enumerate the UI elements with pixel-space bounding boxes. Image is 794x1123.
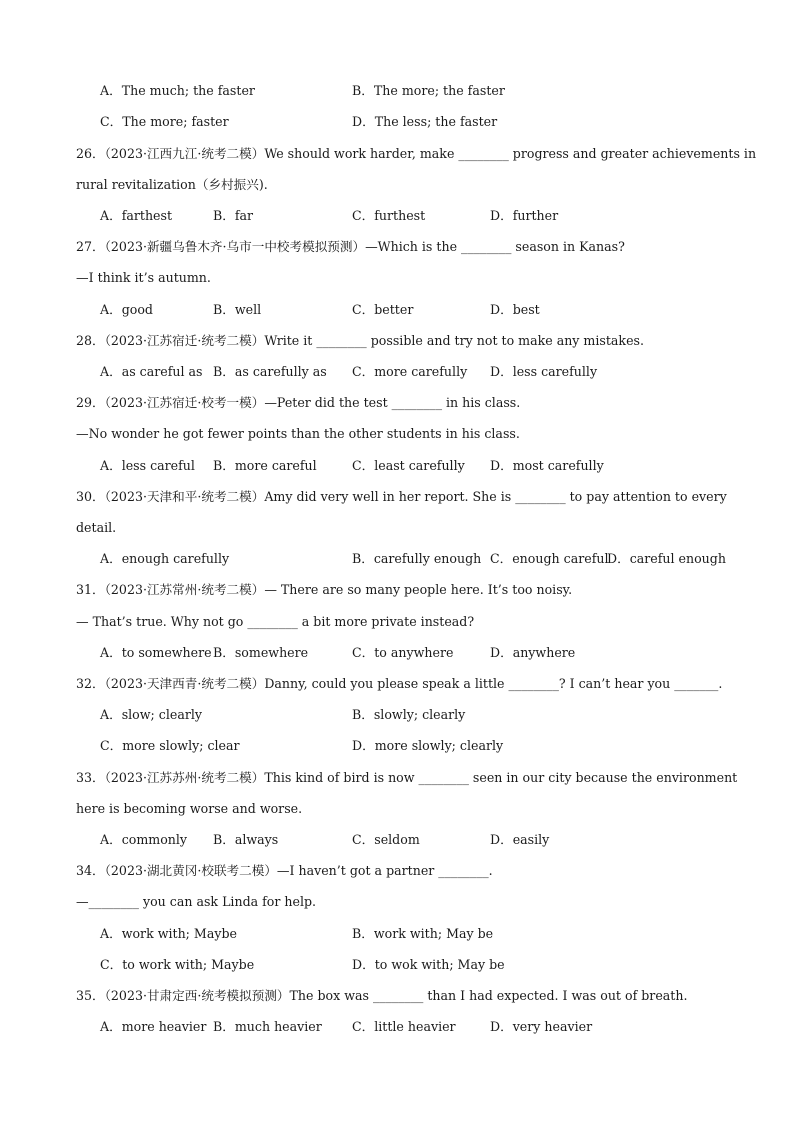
q30-option-d: D．careful enough (607, 551, 726, 566)
q25-option-b: B．The more; the faster (352, 83, 505, 98)
q34-stem: 34．（2023·湖北黄冈·校联考二模）—I haven’t got a partner ________. (76, 863, 493, 878)
q29-option-d: D．most carefully (490, 458, 604, 473)
q28-stem: 28．（2023·江苏宿迁·统考二模）Write it ________ possible and try not to make any mistakes. (76, 333, 644, 348)
q31-option-c: C．to anywhere (352, 645, 454, 660)
q29-stem-cont: —No wonder he got fewer points than the other students in his class. (76, 426, 520, 441)
q27-option-c: C．better (352, 302, 414, 317)
q29-option-b: B．more careful (213, 458, 317, 473)
q28-option-b: B．as carefully as (213, 364, 327, 379)
q34-option-a: A．work with; Maybe (100, 926, 237, 941)
q32-option-a: A．slow; clearly (100, 707, 202, 722)
q25-option-d: D．The less; the faster (352, 114, 498, 129)
q26-option-c: C．furthest (352, 208, 426, 223)
q33-option-b: B．always (213, 832, 279, 847)
q29-option-c: C．least carefully (352, 458, 465, 473)
q30-option-a: A．enough carefully (100, 551, 230, 566)
q33-option-a: A．commonly (100, 832, 188, 847)
q31-stem: 31．（2023·江苏常州·统考二模）— There are so many people here. It’s too noisy. (76, 582, 573, 597)
q31-option-a: A．to somewhere (100, 645, 212, 660)
q27-option-d: D．best (490, 302, 540, 317)
q32-option-d: D．more slowly; clearly (352, 738, 504, 753)
q35-option-c: C．little heavier (352, 1019, 456, 1034)
q34-stem-cont: —________ you can ask Linda for help. (76, 894, 317, 909)
q33-option-d: D．easily (490, 832, 550, 847)
q27-stem: 27．（2023·新疆乌鲁木齐·乌市一中校考模拟预测）—Which is the ________ season in Kanas? (76, 239, 625, 254)
q33-option-c: C．seldom (352, 832, 420, 847)
q30-option-b: B．carefully enough (352, 551, 482, 566)
q26-option-d: D．further (490, 208, 559, 223)
q28-option-a: A．as careful as (100, 364, 203, 379)
q33-stem-cont: here is becoming worse and worse. (76, 801, 303, 816)
q35-option-d: D．very heavier (490, 1019, 593, 1034)
q34-option-b: B．work with; May be (352, 926, 494, 941)
q29-option-a: A．less careful (100, 458, 195, 473)
q29-stem: 29．（2023·江苏宿迁·校考一模）—Peter did the test ________ in his class. (76, 395, 521, 410)
q28-option-d: D．less carefully (490, 364, 598, 379)
q27-option-a: A．good (100, 302, 153, 317)
q35-stem: 35．（2023·甘肃定西·统考模拟预测）The box was ________ than I had expected. I was out of breath. (76, 988, 688, 1003)
q32-option-b: B．slowly; clearly (352, 707, 466, 722)
q31-stem-cont: — That’s true. Why not go ________ a bit more private instead? (76, 614, 475, 629)
q34-option-c: C．to work with; Maybe (100, 957, 255, 972)
q35-option-b: B．much heavier (213, 1019, 322, 1034)
q30-stem: 30．（2023·天津和平·统考二模）Amy did very well in her report. She is ________ to pay attention to every (76, 489, 727, 504)
q35-option-a: A．more heavier (100, 1019, 207, 1034)
q25-option-c: C．The more; faster (100, 114, 229, 129)
q31-option-d: D．anywhere (490, 645, 576, 660)
q26-option-a: A．farthest (100, 208, 173, 223)
q27-option-b: B．well (213, 302, 262, 317)
q32-stem: 32．（2023·天津西青·统考二模）Danny, could you please speak a little ________? I can’t hear you _______. (76, 676, 723, 691)
q30-stem-cont: detail. (76, 520, 117, 535)
q32-option-c: C．more slowly; clear (100, 738, 240, 753)
q26-stem: 26．（2023·江西九江·统考二模）We should work harder, make ________ progress and greater achievements in (76, 146, 757, 161)
q25-option-a: A．The much; the faster (100, 83, 255, 98)
q34-option-d: D．to wok with; May be (352, 957, 505, 972)
q26-stem-cont: rural revitalization（乡村振兴). (76, 177, 268, 192)
q33-stem: 33．（2023·江苏苏州·统考二模）This kind of bird is now ________ seen in our city because the environment (76, 770, 738, 785)
q30-option-c: C．enough careful (490, 551, 609, 566)
q26-option-b: B．far (213, 208, 254, 223)
q28-option-c: C．more carefully (352, 364, 468, 379)
q31-option-b: B．somewhere (213, 645, 309, 660)
q27-stem-cont: —I think it’s autumn. (76, 270, 211, 285)
